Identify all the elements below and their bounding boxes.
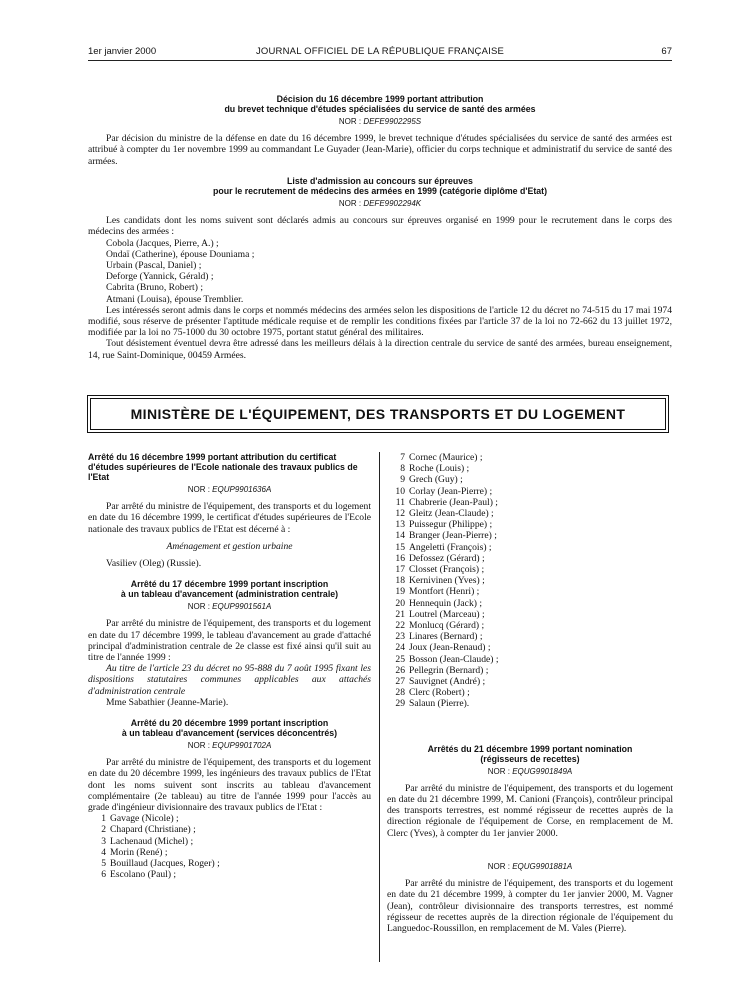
page-header [88, 46, 672, 61]
name-list-item [387, 486, 673, 497]
list-item-number: 29 [395, 698, 405, 710]
arrete-1-name: Vasiliev (Oleg) (Russie). [106, 558, 202, 570]
arrete-3-title-line-1: Arrêté du 20 décembre 1999 portant inscription [130, 718, 329, 729]
liste-section [88, 176, 672, 361]
name-list-item [387, 452, 673, 463]
list-item-name: Clerc (Robert) ; [409, 687, 470, 699]
name-list-item [88, 836, 371, 847]
liste-paragraph-1: Les intéressés seront admis dans le corps et nommés médecins des armées selon les dispositions de l'article 12 du décret no 74-515 du 17 mai 1974 modifié, sous réserve de présenter l'aptitude médicale requise et de remplir les conditions fixées par l'article 37 de la loi no 72-662 du 13 juillet 1972, modifiée par la loi no 75-1000 du 30 octobre 1975, portant statut général des militaires. [88, 304, 672, 339]
name-list-item [387, 474, 673, 485]
list-item-name: Corlay (Jean-Pierre) ; [409, 485, 493, 497]
header-journal-title: JOURNAL OFFICIEL DE LA RÉPUBLIQUE FRANÇAISE [255, 46, 505, 57]
list-item-number: 16 [395, 552, 405, 564]
list-item-name: Montfort (Henri) ; [409, 586, 480, 598]
list-item-name: Morin (René) ; [110, 846, 168, 858]
decision-title-line-2: du brevet technique d'études spécialisées du service de santé des armées [224, 104, 536, 114]
name-list-item [387, 530, 673, 541]
arrete-2-title-line-2: à un tableau d'avancement (administration centrale) [120, 589, 339, 600]
list-item-name: Joux (Jean-Renaud) ; [409, 642, 491, 654]
liste-title-line-1: Liste d'admission au concours sur épreuves [287, 176, 473, 186]
list-item-name: Linares (Bernard) ; [409, 631, 483, 643]
list-item-name: Chapard (Christiane) ; [110, 824, 196, 836]
list-item-name: Chabrerie (Jean-Paul) ; [409, 496, 498, 508]
arrete-2-title-line-1: Arrêté du 17 décembre 1999 portant inscription [130, 579, 329, 590]
list-item-name: Puissegur (Philippe) ; [409, 519, 493, 531]
list-item-name: Branger (Jean-Pierre) ; [409, 530, 497, 542]
name-list-item [387, 575, 673, 586]
list-item-number: 15 [395, 541, 405, 553]
nor-label: NOR : [487, 861, 513, 871]
list-item-number: 6 [101, 869, 106, 881]
list-item-number: 10 [395, 485, 405, 497]
list-item-name: Grech (Guy) ; [409, 474, 463, 486]
name-list-item [387, 586, 673, 597]
arrete-3-name-list [88, 813, 371, 880]
arrete-2-body: Par arrêté du ministre de l'équipement, des transports et du logement en date du 17 décembre 1999, le tableau d'avancement au grade d'attaché principal d'administration centrale de 2e classe est fixé ainsi qu'il suit au titre de l'année 1999 : [88, 618, 371, 664]
arretes-21-nor-1 [387, 766, 673, 777]
arrete-1-subhead: Aménagement et gestion urbaine [166, 540, 293, 552]
name-list-item [88, 858, 371, 869]
decision-nor [88, 116, 672, 127]
name-list-item [88, 847, 371, 858]
list-item-name: Roche (Louis) ; [409, 463, 470, 475]
liste-name: Deforge (Yannick, Gérald) ; [106, 271, 214, 283]
list-item-number: 21 [395, 608, 405, 620]
nor-code: EQUP9901636A [212, 485, 272, 494]
name-list-item [387, 676, 673, 687]
list-item-number: 18 [395, 575, 405, 587]
name-list-item [387, 564, 673, 575]
nor-label: NOR : [187, 741, 213, 751]
liste-name: Urbain (Pascal, Daniel) ; [106, 260, 202, 272]
list-item-name: Sauvignet (André) ; [409, 676, 486, 688]
nor-code: DEFE9902294K [363, 199, 422, 208]
list-item-name: Angeletti (François) ; [409, 541, 492, 553]
name-list-item [88, 869, 371, 880]
header-page-number: 67 [661, 46, 672, 57]
liste-name: Cobola (Jacques, Pierre, A.) ; [106, 237, 219, 249]
nor-label: NOR : [187, 485, 213, 494]
list-item-number: 3 [101, 835, 106, 847]
nor-label: NOR : [487, 766, 513, 776]
list-item-number: 22 [395, 620, 405, 632]
nor-code: EQUG9901881A [512, 861, 573, 871]
list-item-name: Gavage (Nicole) ; [110, 813, 179, 825]
name-list-item [387, 542, 673, 553]
column-divider [379, 452, 380, 962]
arrete-1-body: Par arrêté du ministre de l'équipement, des transports et du logement en date du 16 décembre 1999, le certificat d'études supérieures de l'Ecole nationale des travaux publics de l'Etat est décerné à : [88, 501, 371, 535]
list-item-name: Defossez (Gérard) ; [409, 552, 485, 564]
name-list-item [387, 609, 673, 620]
nor-code: EQUP9901702A [212, 741, 272, 751]
list-item-name: Salaun (Pierre). [409, 698, 470, 710]
list-item-name: Monlucq (Gérard) ; [409, 620, 485, 632]
decision-section [88, 94, 672, 167]
decision-title-line-1: Décision du 16 décembre 1999 portant attribution [276, 94, 484, 104]
list-item-number: 13 [395, 519, 405, 531]
list-item-name: Hennequin (Jack) ; [409, 597, 482, 609]
nor-label: NOR : [338, 117, 364, 126]
liste-title-line-2: pour le recrutement de médecins des armées en 1999 (catégorie diplôme d'Etat) [212, 186, 548, 196]
nor-code: EQUG9901849A [512, 766, 573, 776]
list-item-number: 5 [101, 858, 106, 870]
name-list-item [387, 698, 673, 709]
name-list-item [387, 654, 673, 665]
list-item-number: 7 [400, 452, 405, 463]
list-item-name: Kernivinen (Yves) ; [409, 575, 485, 587]
name-list-item [387, 687, 673, 698]
liste-paragraph-2: Tout désistement éventuel devra être adressé dans les meilleurs délais à la direction centrale du service de santé des armées, bureau enseignement, 14, rue Saint-Dominique, 00459 Armées. [88, 338, 672, 361]
liste-name: Cabrita (Bruno, Robert) ; [106, 282, 203, 294]
arrete-3-body: Par arrêté du ministre de l'équipement, des transports et du logement en date du 20 décembre 1999, les ingénieurs des travaux publics de l'Etat dont les noms suivent sont inscrits au tableau d'avancement complémentaire (2e tableau) au titre de l'année 1999 pour l'accès au grade d'ingénieur divisionnaire des travaux publics de l'Etat : [88, 757, 371, 814]
name-list-item [387, 665, 673, 676]
liste-name: Atmani (Louisa), épouse Tremblier. [106, 293, 244, 305]
name-list-item [387, 553, 673, 564]
list-item-name: Loutrel (Marceau) ; [409, 608, 485, 620]
list-item-number: 1 [101, 813, 106, 825]
list-item-number: 28 [395, 687, 405, 699]
arrete-3-nor [88, 740, 371, 751]
arrete-3-name-list-continued [387, 452, 673, 710]
list-item-name: Gleitz (Jean-Claude) ; [409, 508, 494, 520]
arrete-1-title: Arrêté du 16 décembre 1999 portant attribution du certificat d'études supérieures de l'Ecole nationale des travaux publics de l'Etat [88, 452, 358, 482]
nor-code: EQUP9901561A [212, 602, 272, 612]
ministry-banner: MINISTÈRE DE L'ÉQUIPEMENT, DES TRANSPORTS ET DU LOGEMENT [90, 398, 666, 430]
left-column [88, 452, 371, 880]
arrete-2-name: Mme Sabathier (Jeanne-Marie). [106, 696, 229, 708]
nor-label: NOR : [338, 199, 364, 208]
nor-code: DEFE9902295S [363, 117, 422, 126]
list-item-number: 20 [395, 597, 405, 609]
list-item-number: 8 [400, 463, 405, 475]
name-list-item [387, 497, 673, 508]
list-item-number: 4 [101, 846, 106, 858]
liste-intro: Les candidats dont les noms suivent sont déclarés admis au concours sur épreuves organisé en 1999 pour le recrutement dans le corps des médecins des armées : [88, 215, 672, 238]
arrete-1-nor [88, 484, 371, 495]
right-column [387, 452, 673, 934]
name-list-item [387, 519, 673, 530]
list-item-name: Bosson (Jean-Claude) ; [409, 653, 499, 665]
arretes-21-body-2: Par arrêté du ministre de l'équipement, des transports et du logement en date du 21 décembre 1999, à compter du 1er janvier 2000, M. Vagner (Jean), contrôleur divisionnaire des transports terrestres, est nommé régisseur de recettes auprès de la direction régionale de l'équipement du Languedoc-Roussillon, en remplacement de M. Vales (Pierre). [387, 878, 673, 934]
list-item-number: 11 [395, 496, 405, 508]
list-item-number: 2 [101, 824, 106, 836]
arretes-21-body-1: Par arrêté du ministre de l'équipement, des transports et du logement en date du 21 décembre 1999, M. Canioni (François), contrôleur principal des transports terrestres, est nommé régisseur de recettes auprès de la direction régionale de l'équipement de Corse, en remplacement de M. Clerc (Yves), à compter du 1er janvier 2000. [387, 782, 673, 839]
name-list-item [387, 620, 673, 631]
liste-name: Ondaï (Catherine), épouse Douniama ; [106, 248, 255, 260]
list-item-number: 26 [395, 664, 405, 676]
list-item-name: Escolano (Paul) ; [110, 869, 177, 881]
list-item-number: 27 [395, 676, 405, 688]
list-item-number: 24 [395, 642, 405, 654]
arretes-21-nor-2 [387, 861, 673, 872]
arretes-21-title-line-2: (régisseurs de recettes) [480, 753, 580, 764]
name-list-item [387, 598, 673, 609]
list-item-number: 17 [395, 564, 405, 576]
name-list-item [387, 631, 673, 642]
list-item-number: 9 [400, 474, 405, 486]
name-list-item [387, 508, 673, 519]
name-list-item [88, 813, 371, 824]
header-date: 1er janvier 2000 [88, 46, 157, 57]
list-item-number: 23 [395, 631, 405, 643]
list-item-name: Lachenaud (Michel) ; [110, 835, 194, 847]
arrete-3-title-line-2: à un tableau d'avancement (services déconcentrés) [121, 728, 338, 739]
list-item-number: 12 [395, 508, 405, 520]
name-list-item [88, 824, 371, 835]
list-item-name: Pellegrin (Bernard) ; [409, 664, 489, 676]
name-list-item [387, 642, 673, 653]
decision-body: Par décision du ministre de la défense en date du 16 décembre 1999, le brevet technique d'études spécialisées du service de santé des armées est attribué à compter du 1er novembre 1999 au commandant Le Guyader (Jean-Marie), officier du corps technique et administratif du service de santé des armées. [88, 133, 672, 167]
arrete-2-italic: Au titre de l'article 23 du décret no 95-888 du 7 août 1995 fixant les dispositions statutaires communes applicables aux attachés d'administration centrale [88, 663, 371, 697]
liste-nor [88, 198, 672, 209]
list-item-name: Closset (François) ; [409, 564, 485, 576]
arretes-21-title-line-1: Arrêtés du 21 décembre 1999 portant nomination [427, 743, 633, 754]
name-list-item [387, 463, 673, 474]
list-item-name: Bouillaud (Jacques, Roger) ; [110, 858, 220, 870]
list-item-number: 14 [395, 530, 405, 542]
list-item-name: Cornec (Maurice) ; [409, 452, 483, 463]
arrete-2-nor [88, 601, 371, 612]
nor-label: NOR : [187, 602, 213, 612]
list-item-number: 19 [395, 586, 405, 598]
list-item-number: 25 [395, 653, 405, 665]
